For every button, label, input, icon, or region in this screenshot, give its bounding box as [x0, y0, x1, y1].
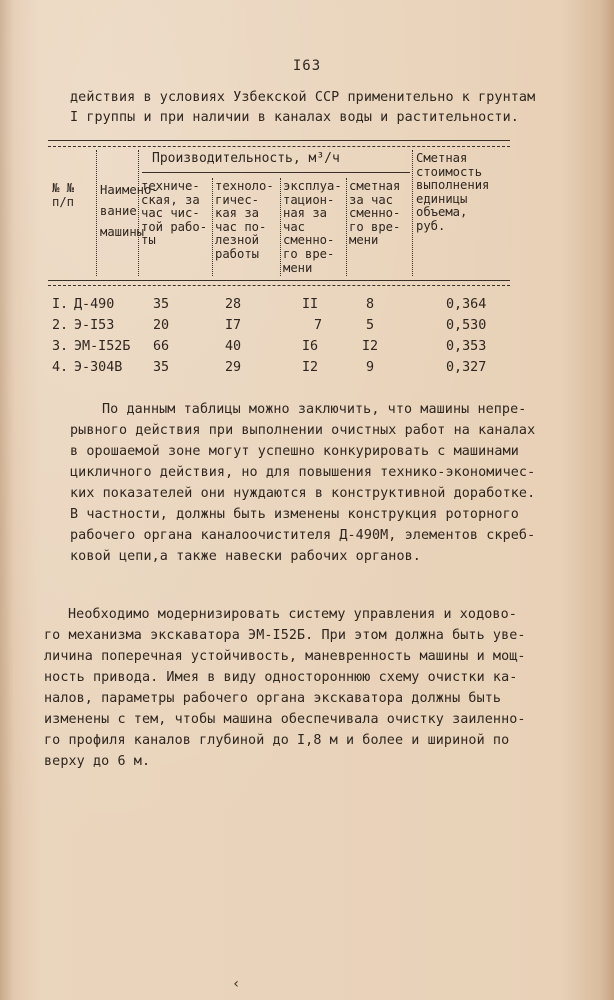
header-bottom-rule-2	[48, 285, 510, 286]
header-technological: техноло- гичес- кая за час по- лезной работы	[215, 179, 274, 261]
col-separator	[96, 150, 97, 276]
value-technical: 35	[152, 297, 170, 312]
para1-line: В частности, должны быть изменены конструкция роторного	[70, 507, 519, 522]
group-underline	[142, 172, 410, 173]
machine-name: Д-490	[74, 297, 115, 312]
value-cost: 0,364	[446, 297, 487, 312]
row-number: I.	[52, 297, 69, 312]
value-estimated: 9	[365, 360, 375, 375]
para1-line: По данным таблицы можно заключить, что машины непре-	[102, 402, 527, 417]
header-technical: техниче- ская, за час чис- той рабо- ты	[141, 179, 208, 248]
row-number: 3.	[52, 339, 69, 354]
header-estimated: сметная за час сменно- го вре- мени	[349, 179, 401, 248]
col-separator	[212, 178, 213, 276]
value-cost: 0,327	[446, 360, 487, 375]
machine-name: ЭМ-I52Б	[74, 339, 131, 354]
row-number: 2.	[52, 318, 69, 333]
para1-line: ких показателей они нуждаются в конструктивной доработке.	[70, 486, 536, 501]
para2-line: Необходимо модернизировать систему управления и ходово-	[68, 607, 517, 622]
value-operational: I2	[301, 360, 319, 375]
table-top-rule-2	[48, 146, 510, 147]
table-top-rule	[48, 140, 510, 141]
value-estimated: I2	[361, 339, 379, 354]
col-separator	[280, 178, 281, 276]
value-operational: I6	[301, 339, 319, 354]
value-technological: I7	[224, 318, 242, 333]
ink-mark: ‹	[232, 976, 241, 992]
value-technological: 28	[224, 297, 242, 312]
value-technological: 29	[224, 360, 242, 375]
value-cost: 0,353	[446, 339, 487, 354]
para2-line: го механизма экскаватора ЭМ-I52Б. При этом должна быть уве-	[44, 628, 526, 643]
header-num: № № п/п	[52, 181, 75, 209]
intro-line-2: I группы и при наличии в каналах воды и растительности.	[70, 110, 519, 125]
value-technical: 66	[152, 339, 170, 354]
para1-line: в орошаемой зоне могут успешно конкурировать с машинами	[70, 444, 519, 459]
value-operational: II	[301, 297, 319, 312]
para2-line: налов, параметры рабочего органа экскаватора должны быть	[44, 691, 502, 706]
para2-line: личина поперечная устойчивость, маневренность машины и мощ-	[44, 649, 526, 664]
machine-name: Э-I53	[74, 318, 115, 333]
header-group-productivity: Производительность, м³/ч	[152, 151, 340, 166]
para1-line: рабочего органа каналоочистителя Д-490М, элементов скреб-	[70, 528, 536, 543]
value-cost: 0,530	[446, 318, 487, 333]
para1-line: ковой цепи,а также навески рабочих органов.	[70, 549, 421, 564]
para2-line: изменены с тем, чтобы машина обеспечивала очистку заиленно-	[44, 712, 526, 727]
machine-name: Э-304В	[74, 360, 123, 375]
value-estimated: 8	[365, 297, 375, 312]
value-operational: 7	[313, 318, 323, 333]
header-cost: Сметная стоимость выполнения единицы объема, руб.	[416, 151, 490, 233]
col-separator	[412, 150, 413, 276]
intro-line-1: действия в условиях Узбекской ССР применительно к грунтам	[70, 90, 536, 105]
value-technical: 35	[152, 360, 170, 375]
row-number: 4.	[52, 360, 69, 375]
header-bottom-rule	[48, 280, 510, 281]
value-technical: 20	[152, 318, 170, 333]
para1-line: цикличного действия, но для повышения технико-экономичес-	[70, 465, 536, 480]
col-separator	[346, 178, 347, 276]
header-machine-name: Наимено- вание машины	[100, 183, 159, 239]
para2-line: ность привода. Имея в виду одностороннюю схему очистки ка-	[44, 670, 518, 685]
para2-line: верху до 6 м.	[44, 754, 151, 769]
value-technological: 40	[224, 339, 242, 354]
header-operational: эксплуа- тацион- ная за час сменно- го вре- мени	[283, 179, 342, 275]
para2-line: го профиля каналов глубиной до I,8 м и более и шириной по	[44, 733, 510, 748]
value-estimated: 5	[365, 318, 375, 333]
para1-line: рывного действия при выполнении очистных работ на каналах	[70, 423, 536, 438]
page-number: I63	[292, 58, 322, 74]
